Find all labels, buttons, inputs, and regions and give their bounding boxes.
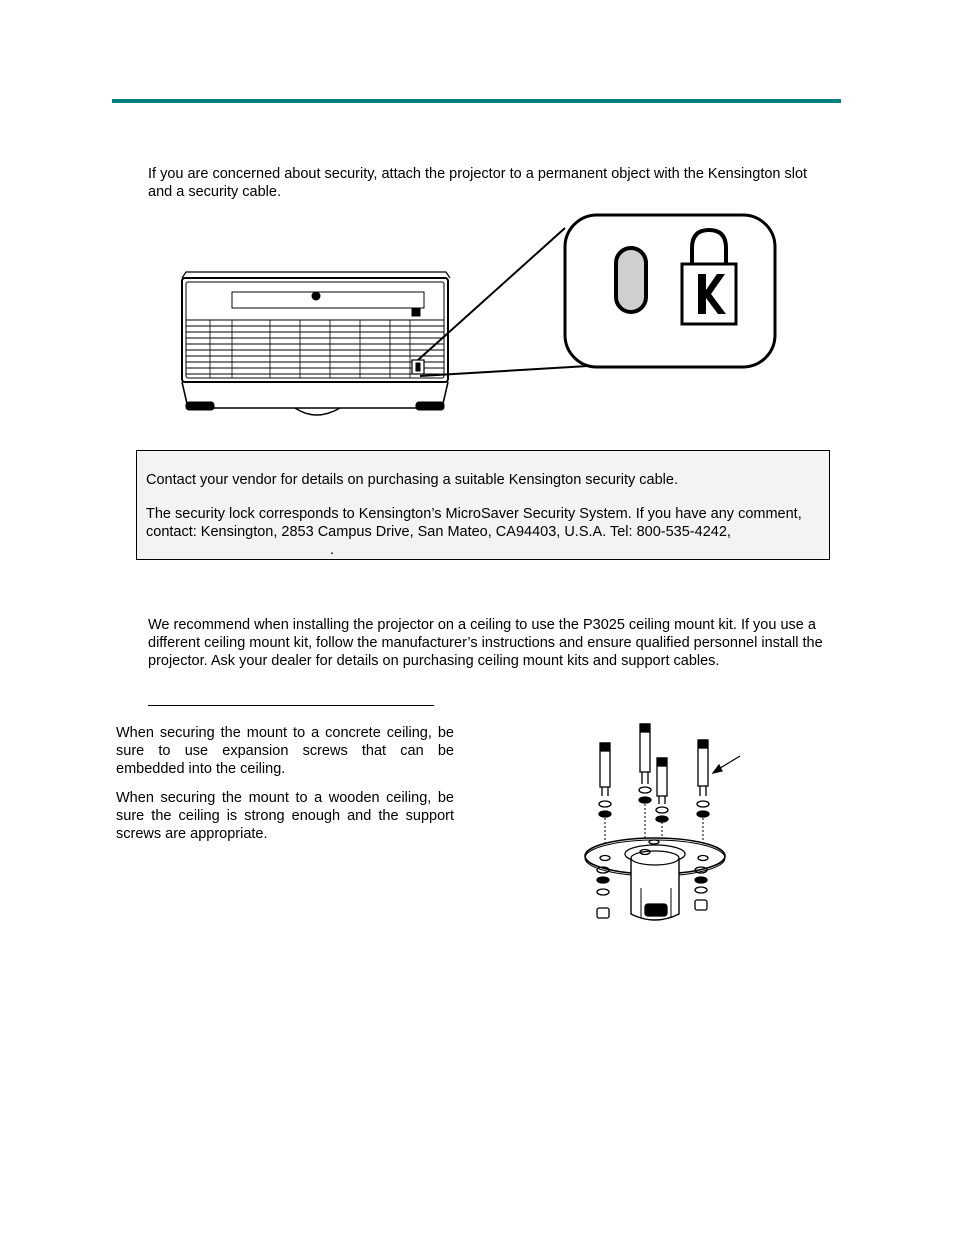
- note-box: [136, 450, 830, 560]
- screw-pointer-arrow-icon: [713, 756, 740, 773]
- projector-front-illustration: [182, 272, 450, 415]
- note-line-microsaver-text: The security lock corresponds to Kensington’s MicroSaver Security System. If you have any comment, contact: Kensington, 2853 Campus Drive, San Mateo, CA94403, U.S.A. Tel: 800-535-4242,: [146, 506, 802, 540]
- note-line-microsaver: [146, 505, 814, 559]
- ceiling-mount-illustration: [585, 724, 725, 920]
- kensington-website-link[interactable]: [146, 546, 330, 559]
- ceiling-mount-figure: [575, 718, 755, 930]
- ceiling-intro: We recommend when installing the projector on a ceiling to use the P3025 ceiling mount kit. If you use a different ceiling mount kit, follow the manufacturer’s instructions and ensure qualified personnel install the projector. Ask your dealer for details on purchasing ceiling mount kits and support cables.: [148, 617, 823, 669]
- section-underline: [148, 705, 434, 706]
- note-line-vendor: Contact your vendor for details on purchasing a suitable Kensington security cable.: [146, 472, 678, 488]
- note-line-end: .: [330, 542, 335, 558]
- security-intro: If you are concerned about security, attach the projector to a permanent object with the Kensington slot and a security cable.: [148, 166, 808, 200]
- header-rule: [112, 99, 841, 103]
- concrete-ceiling-text: When securing the mount to a concrete ceiling, be sure to use expansion screws that can be embedded into the ceiling.: [116, 725, 454, 777]
- kensington-figure: [170, 210, 790, 425]
- wooden-ceiling-text: When securing the mount to a wooden ceiling, be sure the ceiling is strong enough and the support screws are appropriate.: [116, 790, 454, 842]
- mount-instructions: [116, 724, 454, 854]
- kensington-slot-icon: [616, 248, 646, 312]
